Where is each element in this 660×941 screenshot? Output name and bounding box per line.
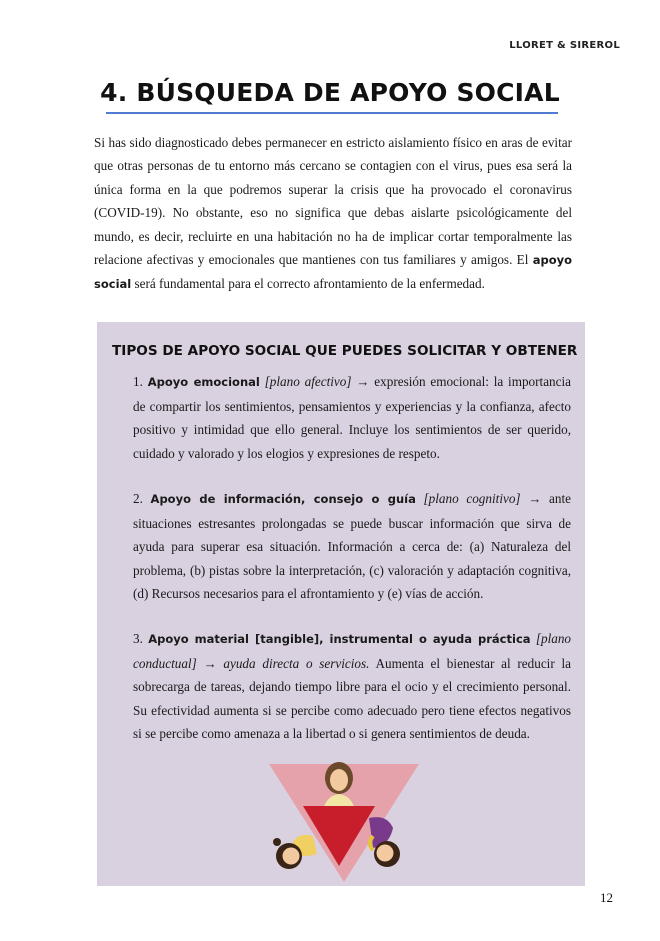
page-number: 12: [600, 890, 613, 905]
item-arrow: →: [203, 655, 217, 671]
item-title: Apoyo de información, consejo o guía: [150, 492, 416, 506]
item-title: Apoyo emocional: [147, 375, 260, 389]
item-number: 1.: [133, 374, 143, 389]
title-underline: [106, 112, 558, 114]
item-plane: [plano cognitivo]: [423, 491, 521, 506]
item-italic-extra: ayuda directa o servicios.: [223, 655, 370, 671]
item-plane: [plano afectivo]: [264, 374, 352, 389]
item-text: Aumenta el bienestar al reducir la sobrecarga de tareas, dejando tiempo libre para el ocio y el crecimiento personal. Su efectividad aumenta si se percibe como adecuado pero tiene efectos negativos si se percibe como amenaza a la libertad o si genera sentimientos de deuda.: [133, 655, 571, 742]
intro-bold-term: apoyo social: [94, 253, 572, 292]
support-item-material: [133, 627, 571, 746]
support-item-information: [133, 487, 571, 606]
right-person-icon: [369, 817, 400, 867]
three-people-triangle-illustration: [269, 758, 419, 882]
item-text: → expresión emocional: la importancia de compartir los sentimientos, pensamientos y experiencias y la confianza, afecto positivo y intimidad que ello general. Incluye los sentimientos de ser querido, cuidado y valorado y los elogios y expresiones de respeto.: [133, 374, 572, 461]
left-person-icon: [273, 835, 317, 869]
item-text: → ante situaciones estresantes prolongadas se puede buscar información que sirva de ayuda para superar esa situación. Información a cerca de: (a) Naturaleza del problema, (b) pistas sobre la interpretación, (c) valoración y adaptación cognitiva, (d) Recursos necesarios para el afrontamiento y (e) vías de acción.: [133, 491, 572, 602]
title-container: [0, 78, 660, 107]
item-number: 2.: [133, 491, 143, 506]
header-author: LLORET & SIREROL: [509, 40, 620, 51]
item-title: Apoyo material [tangible], instrumental o ayuda práctica: [148, 632, 531, 646]
box-title: TIPOS DE APOYO SOCIAL QUE PUEDES SOLICITAR Y OBTENER: [112, 343, 578, 359]
item-plane: [plano conductual]: [133, 631, 572, 671]
intro-text-end: será fundamental para el correcto afrontamiento de la enfermedad.: [134, 276, 485, 292]
support-item-emotional: [133, 370, 571, 465]
item-number: 3.: [133, 631, 143, 646]
intro-text: Si has sido diagnosticado debes permanecer en estricto aislamiento físico en aras de evitar que otras personas de tu entorno más cercano se contagien con el virus, pues esa será la única forma en la que podremos superar la crisis que ha provocado el coronavirus (COVID-19). No obstante, eso no significa que debas aislarte psicológicamente del mundo, es decir, recluirte en una habitación no ha de implicar cortar temporalmente las relacione afectivas y emocionales que mantienes con tus familiares y amigos. El: [94, 135, 572, 268]
intro-paragraph: [94, 131, 572, 297]
page-title: 4. BÚSQUEDA DE APOYO SOCIAL: [100, 78, 560, 107]
support-types-box: [97, 322, 585, 886]
